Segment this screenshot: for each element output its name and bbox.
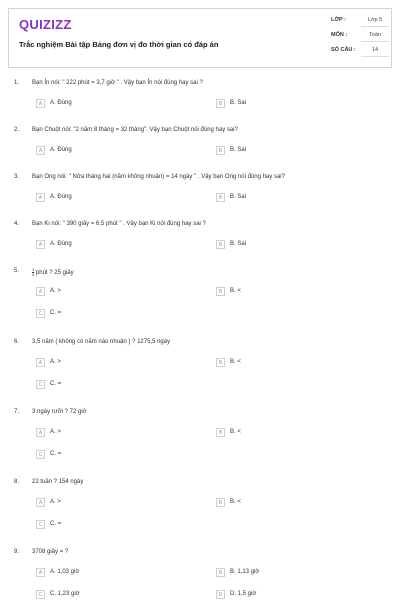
answer-option[interactable] [36, 590, 186, 600]
option-label: A. 1,03 giờ [50, 569, 80, 575]
answer-option[interactable] [36, 380, 186, 391]
question-text: 22 tuần ? 154 ngày [32, 479, 84, 485]
answer-option[interactable] [216, 99, 366, 110]
answer-option[interactable] [216, 590, 366, 600]
answer-option[interactable] [216, 358, 366, 369]
answer-option[interactable] [36, 450, 186, 461]
answer-option[interactable] [216, 498, 366, 509]
meta-label: MÔN : [331, 32, 348, 38]
option-checkbox[interactable]: A [36, 193, 45, 202]
option-checkbox[interactable]: B [216, 568, 225, 577]
question-number: 3. [14, 174, 20, 180]
answer-option[interactable] [36, 358, 186, 369]
question-number: 1. [14, 80, 20, 86]
option-label: B. < [230, 429, 241, 435]
option-checkbox[interactable]: B [216, 428, 225, 437]
meta-subject [331, 30, 389, 42]
answer-option[interactable] [36, 498, 186, 509]
option-checkbox[interactable]: B [216, 358, 225, 367]
option-label: A. > [50, 359, 61, 365]
option-label: B. Sai [230, 241, 247, 247]
fraction-denominator: 4 [32, 272, 35, 277]
option-label: C. = [50, 521, 62, 527]
option-label: B. < [230, 359, 241, 365]
question-text [32, 268, 74, 277]
option-label: C. = [50, 381, 62, 387]
option-checkbox[interactable]: A [36, 146, 45, 155]
option-label: A. > [50, 288, 61, 294]
option-label: A. Đúng [50, 194, 72, 200]
option-checkbox[interactable]: B [216, 287, 225, 296]
option-label: D. 1,5 giờ [230, 591, 257, 597]
option-label: A. > [50, 499, 61, 505]
option-checkbox[interactable]: C [36, 380, 45, 389]
option-label: B. Sai [230, 100, 247, 106]
option-checkbox[interactable]: A [36, 287, 45, 296]
option-label: B. Sai [230, 194, 247, 200]
question-text: Bạn Ki nói: " 390 giây = 6,5 phút " . Vậy bạn Ki nói đúng hay sai ? [32, 221, 206, 227]
option-checkbox[interactable]: D [216, 590, 225, 599]
option-checkbox[interactable]: B [216, 146, 225, 155]
option-checkbox[interactable]: B [216, 498, 225, 507]
question-text: Bạn Chuột nói: "2 năm 8 tháng = 32 tháng". Vậy bạn Chuột nói đúng hay sai? [32, 127, 238, 133]
option-checkbox[interactable]: A [36, 358, 45, 367]
option-checkbox[interactable]: B [216, 193, 225, 202]
option-label: B. < [230, 288, 241, 294]
meta-value: Lớp 5 [367, 17, 383, 23]
answer-option[interactable] [36, 240, 186, 251]
meta-count [331, 45, 389, 57]
option-label: B. < [230, 499, 241, 505]
option-label: A. Đúng [50, 100, 72, 106]
option-label: B. 1,13 giờ [230, 569, 260, 575]
question-number: 6. [14, 339, 20, 345]
meta-label: LỚP : [331, 17, 346, 23]
option-label: C. = [50, 451, 62, 457]
answer-option[interactable] [216, 287, 366, 298]
answer-option[interactable] [36, 193, 186, 204]
question-number: 9. [14, 549, 20, 555]
option-checkbox[interactable]: A [36, 428, 45, 437]
answer-option[interactable] [36, 309, 186, 320]
answer-option[interactable] [36, 428, 186, 439]
question-number: 7. [14, 409, 20, 415]
option-label: A. > [50, 429, 61, 435]
option-checkbox[interactable]: B [216, 99, 225, 108]
worksheet-header [8, 8, 392, 68]
answer-option[interactable] [216, 428, 366, 439]
answer-option[interactable] [216, 146, 366, 157]
option-checkbox[interactable]: C [36, 309, 45, 318]
answer-option[interactable] [216, 193, 366, 204]
option-label: C. = [50, 310, 62, 316]
worksheet-title: Trắc nghiệm Bài tập Bảng đơn vị đo thời gian có đáp án [19, 40, 219, 49]
meta-value: Toán [369, 32, 381, 38]
question-text: 3708 giây = ? [32, 549, 69, 555]
quizizz-logo: QUIZIZZ [19, 17, 72, 32]
answer-option[interactable] [216, 568, 366, 579]
question-number: 8. [14, 479, 20, 485]
question-text: 3 ngày rưỡi ? 72 giờ [32, 409, 87, 415]
answer-option[interactable] [36, 568, 186, 579]
option-checkbox[interactable]: A [36, 498, 45, 507]
question-number: 2. [14, 127, 20, 133]
option-label: A. Đúng [50, 241, 72, 247]
question-text: Bạn Ỉn nói: " 222 phút = 3,7 giờ " . Vậy bạn Ỉn nói đúng hay sai ? [32, 80, 203, 86]
answer-option[interactable] [36, 146, 186, 157]
meta-class [331, 15, 389, 27]
question-number: 4. [14, 221, 20, 227]
option-label: C. 1,23 giờ [50, 591, 80, 597]
question-text-rest: phút ? 25 giây [34, 270, 74, 277]
answer-option[interactable] [36, 520, 186, 531]
option-checkbox[interactable]: A [36, 568, 45, 577]
question-text: Bạn Ong nói: " Nửa tháng hai (năm không nhuận) = 14 ngày " . Vậy bạn Ong nói đúng hay sai? [32, 174, 285, 180]
answer-option[interactable] [216, 240, 366, 251]
meta-label: SỐ CÂU : [331, 47, 356, 53]
option-checkbox[interactable]: C [36, 590, 45, 599]
option-checkbox[interactable]: C [36, 520, 45, 529]
option-checkbox[interactable]: B [216, 240, 225, 249]
meta-value: 14 [371, 47, 379, 53]
option-checkbox[interactable]: A [36, 99, 45, 108]
option-label: B. Sai [230, 147, 247, 153]
option-checkbox[interactable]: C [36, 450, 45, 459]
answer-option[interactable] [36, 99, 186, 110]
answer-option[interactable] [36, 287, 186, 298]
fraction-numerator: 1 [32, 267, 35, 272]
question-text: 3,5 năm ( không có năm nào nhuận ) ? 1275,5 ngày [32, 339, 171, 345]
option-checkbox[interactable]: A [36, 240, 45, 249]
option-label: A. Đúng [50, 147, 72, 153]
question-number: 5. [14, 268, 20, 274]
